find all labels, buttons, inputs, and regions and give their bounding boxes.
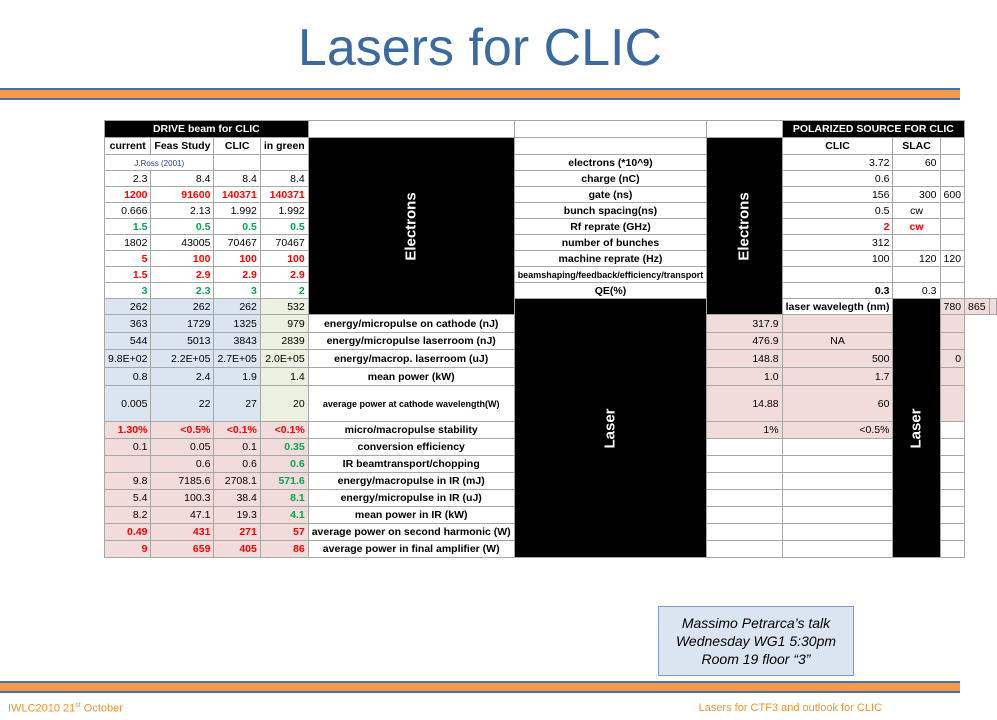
cell-r2: NA <box>782 333 893 350</box>
cell-r1: 0.5 <box>782 203 893 219</box>
electrons-label-right: Electrons <box>735 191 753 261</box>
cell-r2 <box>782 473 893 490</box>
row-label: mean power in IR (kW) <box>308 507 514 524</box>
table-row <box>105 235 997 251</box>
row-label-ross <box>105 155 214 171</box>
cell-d: 571.6 <box>260 473 308 490</box>
cell-r3 <box>940 541 965 558</box>
cell-b: 22 <box>151 386 214 422</box>
cell-r2: 60 <box>893 155 940 171</box>
cell-r1 <box>782 267 893 283</box>
cell-b: 8.4 <box>151 171 214 187</box>
electrons-label: Electrons <box>402 191 420 261</box>
row-label: mean power (kW) <box>308 368 514 386</box>
cell-r2 <box>782 439 893 456</box>
cell-c: 19.3 <box>214 507 260 524</box>
cell-b: 43005 <box>151 235 214 251</box>
cell-r3 <box>940 155 965 171</box>
cell-d: 532 <box>260 299 308 315</box>
row-label: energy/micropulse in IR (uJ) <box>308 490 514 507</box>
cell-d: 2.0E+05 <box>260 350 308 368</box>
drive-beam-header: DRIVE beam for CLIC <box>105 121 309 138</box>
note-line-2: Wednesday WG1 5:30pm <box>675 633 837 649</box>
cell-c: 8.4 <box>214 171 260 187</box>
cell-r1 <box>707 507 782 524</box>
cell-b: 2.2E+05 <box>151 350 214 368</box>
cell-a: 3 <box>105 283 151 299</box>
cell-a: 1200 <box>105 187 151 203</box>
cell-r2 <box>782 507 893 524</box>
table-row <box>105 187 997 203</box>
cell-c: 27 <box>214 386 260 422</box>
cell-c: 2.7E+05 <box>214 350 260 368</box>
cell-r1 <box>707 490 782 507</box>
cell-a: 0.8 <box>105 368 151 386</box>
cell-b: 100 <box>151 251 214 267</box>
cell-r2: cw <box>893 219 940 235</box>
table-row <box>105 283 997 299</box>
cell-r1: 100 <box>782 251 893 267</box>
cell-r1: 476.9 <box>707 333 782 350</box>
table-row <box>105 299 997 315</box>
table-row <box>105 219 997 235</box>
cell-d: 979 <box>260 315 308 333</box>
cell-r2 <box>782 541 893 558</box>
row-label: bunch spacing(ns) <box>514 203 707 219</box>
laser-label-right: Laser <box>908 407 925 449</box>
blank-cell <box>514 138 707 155</box>
cell-r1: 317.9 <box>707 315 782 333</box>
cell-b: 47.1 <box>151 507 214 524</box>
bottom-divider-bar <box>0 681 960 693</box>
cell-b: 2.9 <box>151 267 214 283</box>
cell-c: 38.4 <box>214 490 260 507</box>
cell-r3: 0 <box>940 350 965 368</box>
cell-d: 2.9 <box>260 267 308 283</box>
column-header-3: in green <box>260 138 308 155</box>
cell-c: 0.6 <box>214 456 260 473</box>
right-column-header-slac: SLAC <box>893 138 940 155</box>
row-label: IR beamtransport/chopping <box>308 456 514 473</box>
cell-d: 8.4 <box>260 171 308 187</box>
cell-r3 <box>940 219 965 235</box>
column-header-1: Feas Study <box>151 138 214 155</box>
blank-cell <box>707 121 782 138</box>
cell-b: 0.5 <box>151 219 214 235</box>
cell-c: 140371 <box>214 187 260 203</box>
footer-event-text: IWLC2010 21 <box>8 702 76 715</box>
footer-event <box>8 702 123 715</box>
right-column-header-clic: CLIC <box>782 138 893 155</box>
cell-a: 1.5 <box>105 267 151 283</box>
cell-a: 0.005 <box>105 386 151 422</box>
cell-r3 <box>940 333 965 350</box>
cell-a: 0.49 <box>105 524 151 541</box>
cell-a: 8.2 <box>105 507 151 524</box>
cell-b: 431 <box>151 524 214 541</box>
cell-b: <0.5% <box>151 422 214 439</box>
cell-d: 0.6 <box>260 456 308 473</box>
cell-a: 5.4 <box>105 490 151 507</box>
cell-a: 1.5 <box>105 219 151 235</box>
cell-r2: 300 <box>893 187 940 203</box>
cell-a: 1.30% <box>105 422 151 439</box>
cell-b: 1729 <box>151 315 214 333</box>
cell-b: 0.05 <box>151 439 214 456</box>
table-header-row <box>105 121 997 138</box>
footer-event-sup: st <box>75 702 81 709</box>
cell-c: 100 <box>214 251 260 267</box>
cell-r3 <box>940 524 965 541</box>
row-label: Rf reprate (GHz) <box>514 219 707 235</box>
row-label: electrons (*10^9) <box>514 155 707 171</box>
cell-b: 91600 <box>151 187 214 203</box>
cell-c: 1325 <box>214 315 260 333</box>
cell-r3 <box>940 235 965 251</box>
cell-r2 <box>782 524 893 541</box>
cell-r2: 500 <box>782 350 893 368</box>
cell-r2 <box>782 490 893 507</box>
cell-r1: 14.88 <box>707 386 782 422</box>
cell-d: 100 <box>260 251 308 267</box>
cell-b: 659 <box>151 541 214 558</box>
row-label: laser wavelegth (nm) <box>782 299 893 315</box>
cell-d: 140371 <box>260 187 308 203</box>
footer-event-month: October <box>80 702 123 715</box>
row-label: average power at cathode wavelength(W) <box>308 386 514 422</box>
cell-r3 <box>940 439 965 456</box>
cell-c: 0.1 <box>214 439 260 456</box>
row-label: average power in final amplifier (W) <box>308 541 514 558</box>
cell-r3 <box>940 171 965 187</box>
cell-d: 86 <box>260 541 308 558</box>
cell-b: 5013 <box>151 333 214 350</box>
cell-d: 8.1 <box>260 490 308 507</box>
row-label: charge (nC) <box>514 171 707 187</box>
cell-r2: 60 <box>782 386 893 422</box>
row-label: machine reprate (Hz) <box>514 251 707 267</box>
cell-r2 <box>782 456 893 473</box>
cell-b: 0.6 <box>151 456 214 473</box>
cell-r1: 148.8 <box>707 350 782 368</box>
cell-r2: 1.7 <box>782 368 893 386</box>
cell-r1 <box>707 541 782 558</box>
cell-c: 405 <box>214 541 260 558</box>
cell-r3 <box>940 315 965 333</box>
electrons-section-label-right <box>707 138 782 315</box>
cell-b: 7185.6 <box>151 473 214 490</box>
cell-r1: 156 <box>782 187 893 203</box>
cell-c: 3 <box>214 283 260 299</box>
cell-d: 2839 <box>260 333 308 350</box>
cell-d: 1.992 <box>260 203 308 219</box>
cell-c: 1.992 <box>214 203 260 219</box>
cell-r1 <box>707 524 782 541</box>
cell-r3 <box>940 456 965 473</box>
column-header-2: CLIC <box>214 138 260 155</box>
ross-reference: J.Ross (2001) <box>134 158 185 168</box>
cell-r3 <box>940 283 965 299</box>
cell-r1: 0.6 <box>782 171 893 187</box>
cell-a: 1802 <box>105 235 151 251</box>
cell-b: 262 <box>151 299 214 315</box>
cell-d: 4.1 <box>260 507 308 524</box>
cell-a: 9.8 <box>105 473 151 490</box>
laser-parameters-table <box>104 120 997 558</box>
table-row <box>105 267 997 283</box>
cell-r2: 120 <box>893 251 940 267</box>
cell-a: 5 <box>105 251 151 267</box>
cell-d: 0.35 <box>260 439 308 456</box>
cell-c: 1.9 <box>214 368 260 386</box>
cell-c: 70467 <box>214 235 260 251</box>
slide-title: Lasers for CLIC <box>297 19 663 77</box>
cell-a: 0.1 <box>105 439 151 456</box>
row-label: conversion efficiency <box>308 439 514 456</box>
row-label: micro/macropulse stability <box>308 422 514 439</box>
row-label: energy/micropulse on cathode (nJ) <box>308 315 514 333</box>
row-label: energy/micropulse laserroom (nJ) <box>308 333 514 350</box>
row-label: beamshaping/feedback/efficiency/transport <box>514 267 707 283</box>
laser-section-label-right <box>893 299 940 558</box>
row-label: average power on second harmonic (W) <box>308 524 514 541</box>
cell-c: <0.1% <box>214 422 260 439</box>
cell-r1: 312 <box>782 235 893 251</box>
table-row <box>105 203 997 219</box>
cell-r2 <box>893 171 940 187</box>
cell-r1: 2 <box>782 219 893 235</box>
cell-d: 2 <box>260 283 308 299</box>
cell-r1 <box>707 439 782 456</box>
cell-a: 2.3 <box>105 171 151 187</box>
cell-c: 262 <box>214 299 260 315</box>
blank-cell <box>308 121 514 138</box>
electrons-section-label <box>308 138 514 315</box>
cell-c: 271 <box>214 524 260 541</box>
cell-r2: cw <box>893 203 940 219</box>
talk-note-box <box>658 606 854 676</box>
footer-talk-title: Lasers for CTF3 and outlook for CLIC <box>698 702 882 714</box>
cell-c: 2.9 <box>214 267 260 283</box>
cell-r3 <box>940 490 965 507</box>
cell-d: 1.4 <box>260 368 308 386</box>
cell-r3 <box>940 203 965 219</box>
cell-r1: 0.3 <box>782 283 893 299</box>
cell-r2 <box>893 267 940 283</box>
blank-cell <box>514 121 707 138</box>
cell-d: 0.5 <box>260 219 308 235</box>
note-line-1: Massimo Petrarca’s talk <box>681 615 831 631</box>
cell-b: 100.3 <box>151 490 214 507</box>
cell-r2: <0.5% <box>782 422 893 439</box>
cell-r3: 600 <box>940 187 965 203</box>
row-label: energy/macrop. laserroom (uJ) <box>308 350 514 368</box>
cell-a: 363 <box>105 315 151 333</box>
cell-r1: 780 <box>940 299 965 315</box>
top-divider-bar <box>0 88 960 100</box>
cell-a: 0.666 <box>105 203 151 219</box>
table-row <box>105 251 997 267</box>
table-row <box>105 171 997 187</box>
cell-d: 70467 <box>260 235 308 251</box>
cell-a: 9.8E+02 <box>105 350 151 368</box>
cell-a: 262 <box>105 299 151 315</box>
cell-r3: 120 <box>940 251 965 267</box>
cell-b: 2.3 <box>151 283 214 299</box>
cell-r3 <box>940 473 965 490</box>
polarized-source-header: POLARIZED SOURCE FOR CLIC <box>782 121 964 138</box>
row-label: number of bunches <box>514 235 707 251</box>
cell-r2 <box>893 235 940 251</box>
cell-r1 <box>707 456 782 473</box>
column-header-row <box>105 138 997 155</box>
laser-label: Laser <box>601 407 619 449</box>
cell-r3 <box>940 267 965 283</box>
row-label: energy/macropulse in IR (mJ) <box>308 473 514 490</box>
note-line-3: Room 19 floor “3” <box>701 651 811 667</box>
cell-r3 <box>989 299 996 315</box>
laser-section-label <box>514 299 707 558</box>
cell-c: 3843 <box>214 333 260 350</box>
blank-cell <box>260 155 308 171</box>
cell-a <box>105 456 151 473</box>
cell-b: 2.13 <box>151 203 214 219</box>
cell-r3 <box>940 422 965 439</box>
cell-b: 2.4 <box>151 368 214 386</box>
cell-r3 <box>940 368 965 386</box>
cell-a: 9 <box>105 541 151 558</box>
cell-r2: 0.3 <box>893 283 940 299</box>
blank-cell <box>214 155 260 171</box>
cell-r1 <box>707 473 782 490</box>
row-label: QE(%) <box>514 283 707 299</box>
blank-cell <box>940 138 965 155</box>
column-header-0: current <box>105 138 151 155</box>
cell-d: 57 <box>260 524 308 541</box>
table-row <box>105 155 997 171</box>
cell-c: 2708.1 <box>214 473 260 490</box>
cell-r2 <box>782 315 893 333</box>
cell-r2: 865 <box>965 299 990 315</box>
cell-d: <0.1% <box>260 422 308 439</box>
cell-r1: 3.72 <box>782 155 893 171</box>
cell-c: 0.5 <box>214 219 260 235</box>
cell-d: 20 <box>260 386 308 422</box>
cell-a: 544 <box>105 333 151 350</box>
cell-r3 <box>940 507 965 524</box>
row-label: gate (ns) <box>514 187 707 203</box>
cell-r1: 1% <box>707 422 782 439</box>
cell-r3 <box>940 386 965 422</box>
cell-r1: 1.0 <box>707 368 782 386</box>
